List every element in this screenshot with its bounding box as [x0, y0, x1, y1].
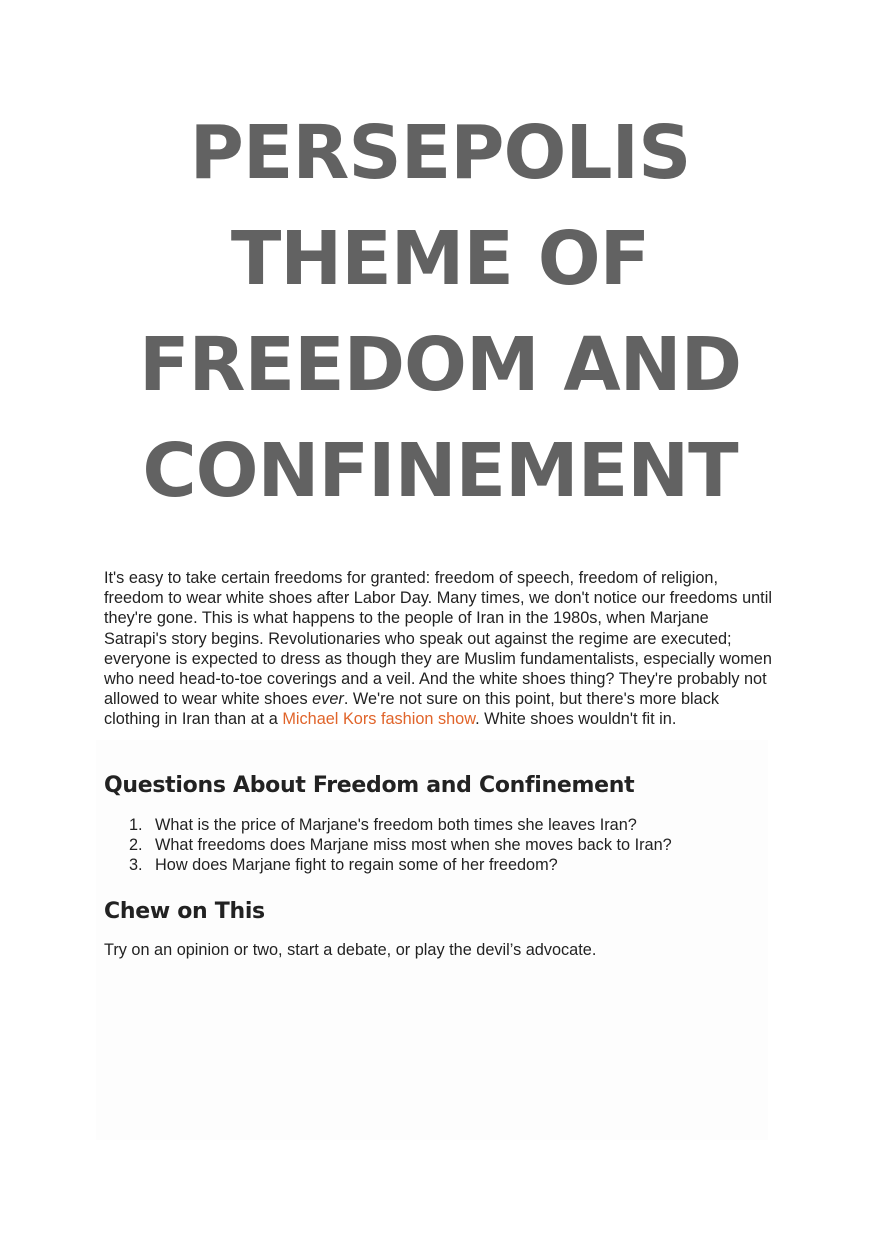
intro-text-end: . White shoes wouldn't fit in. [475, 710, 677, 729]
intro-text: It's easy to take certain freedoms for granted: freedom of speech, freedom of religion, freedom to wear white shoes after Labor Day. Many times, we don't notice our freedoms until they're gone. This is what happens to the people of Iran in the 1980s, when Marjane Satrapi's story begins. Revolutionaries who speak out against the regime are executed; everyone is expected to dress as though they are Muslim fundamentalists, especially women who need head-to-toe coverings and a veil. And the white shoes thing? They're probably not allowed to wear white shoes [104, 569, 772, 709]
list-item-text: How does Marjane fight to regain some of her freedom? [155, 856, 558, 874]
questions-heading: Questions About Freedom and Confinement [104, 773, 635, 798]
list-item-text: What is the price of Marjane's freedom both times she leaves Iran? [155, 816, 637, 834]
title-line: PERSEPOLIS [189, 110, 691, 196]
page-title [60, 100, 820, 524]
list-item [104, 835, 776, 855]
questions-list [104, 815, 776, 875]
list-number: 2. [129, 836, 143, 854]
title-line: THEME OF [230, 216, 650, 302]
list-item [104, 855, 776, 875]
list-item [104, 815, 776, 835]
list-number: 1. [129, 816, 143, 834]
intro-text-continued: . We're not sure on this point, but there's more black clothing in Iran than at a [104, 690, 719, 729]
intro-paragraph [104, 568, 776, 730]
list-item-text: What freedoms does Marjane miss most when she moves back to Iran? [155, 836, 672, 854]
title-line: FREEDOM AND [139, 322, 741, 408]
chew-heading: Chew on This [104, 899, 265, 924]
intro-emphasis: ever [312, 690, 344, 709]
title-line: CONFINEMENT [142, 428, 738, 514]
chew-paragraph: Try on an opinion or two, start a debate, or play the devil’s advocate. [104, 941, 597, 959]
fashion-show-link[interactable]: Michael Kors fashion show [282, 710, 476, 729]
list-number: 3. [129, 856, 143, 874]
